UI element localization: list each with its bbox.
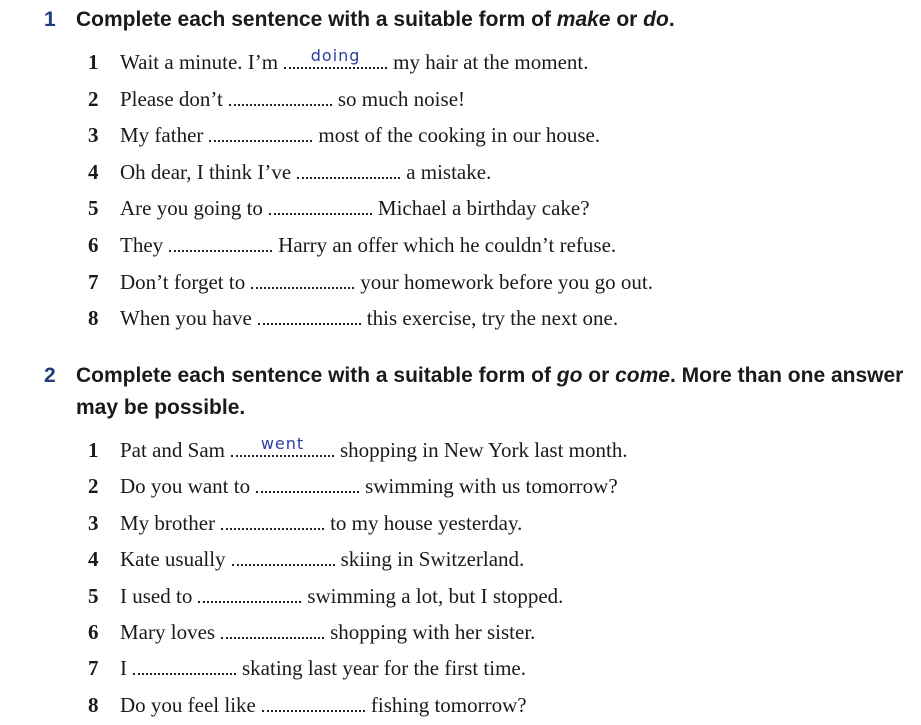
item-text-before: I bbox=[120, 656, 127, 681]
item-text-after: so much noise! bbox=[337, 86, 466, 111]
exercise-1-number: 1 bbox=[44, 8, 56, 31]
item-text-after: to my house yesterday. bbox=[330, 510, 523, 535]
exercise-1-heading bbox=[44, 4, 916, 36]
answer-blank[interactable] bbox=[284, 46, 387, 69]
answer-blank[interactable] bbox=[269, 195, 372, 215]
exercise2-item bbox=[88, 618, 535, 646]
answer-blank[interactable] bbox=[258, 305, 361, 325]
item-number: 7 bbox=[88, 269, 99, 294]
item-text-before: When you have bbox=[120, 306, 252, 331]
exercise2-item bbox=[88, 545, 524, 573]
item-number: 8 bbox=[88, 692, 99, 717]
exercise1-item bbox=[88, 158, 491, 186]
item-number: 4 bbox=[88, 159, 99, 184]
exercise2-item bbox=[88, 436, 628, 464]
exercise-2-title: Complete each sentence with a suitable form of go or come. More than one answer may be possible. bbox=[76, 364, 904, 419]
answer-blank[interactable] bbox=[209, 122, 312, 142]
item-text-after: this exercise, try the next one. bbox=[366, 306, 619, 331]
item-number: 7 bbox=[88, 656, 99, 681]
handwritten-answer: doing bbox=[310, 46, 361, 65]
item-number: 3 bbox=[88, 123, 99, 148]
item-text-before: Please don’t bbox=[120, 86, 223, 111]
exercise1-item bbox=[88, 231, 616, 259]
exercise2-item bbox=[88, 654, 526, 682]
answer-blank[interactable] bbox=[232, 546, 335, 566]
item-text-after: my hair at the moment. bbox=[393, 50, 589, 74]
exercise2-item bbox=[88, 472, 618, 500]
answer-blank[interactable] bbox=[133, 655, 236, 675]
exercise1-item bbox=[88, 268, 653, 296]
item-number: 6 bbox=[88, 233, 99, 257]
item-text-before: My brother bbox=[120, 510, 216, 535]
exercise2-item bbox=[88, 691, 527, 719]
item-text-after: a mistake. bbox=[406, 159, 492, 184]
item-number: 3 bbox=[88, 510, 99, 535]
exercise1-item bbox=[88, 121, 600, 149]
answer-blank[interactable] bbox=[256, 473, 359, 493]
item-text-before: Wait a minute. I’m bbox=[120, 50, 279, 74]
exercise1-item bbox=[88, 48, 588, 76]
item-text-after: shopping with her sister. bbox=[330, 620, 536, 644]
answer-blank[interactable] bbox=[229, 86, 332, 106]
answer-blank[interactable] bbox=[231, 434, 334, 457]
answer-blank[interactable] bbox=[262, 692, 365, 712]
item-text-before: My father bbox=[120, 123, 204, 148]
item-text-before: They bbox=[120, 233, 164, 257]
item-text-before: Oh dear, I think I’ve bbox=[120, 159, 292, 184]
exercise-1-title: Complete each sentence with a suitable form of make or do. bbox=[76, 8, 675, 31]
item-number: 4 bbox=[88, 547, 99, 572]
exercise-2-heading bbox=[44, 360, 916, 424]
exercise1-item bbox=[88, 304, 618, 332]
answer-blank[interactable] bbox=[251, 269, 354, 289]
item-number: 1 bbox=[88, 438, 99, 462]
exercise1-item bbox=[88, 85, 465, 113]
item-number: 5 bbox=[88, 583, 99, 608]
item-text-before: I used to bbox=[120, 583, 193, 608]
item-text-after: your homework before you go out. bbox=[360, 269, 653, 294]
exercise2-item bbox=[88, 509, 522, 537]
item-text-before: Don’t forget to bbox=[120, 269, 246, 294]
answer-blank[interactable] bbox=[221, 619, 324, 639]
exercise-2-number: 2 bbox=[44, 364, 56, 387]
item-text-after: skiing in Switzerland. bbox=[340, 547, 525, 572]
item-number: 8 bbox=[88, 306, 99, 331]
item-number: 1 bbox=[88, 50, 99, 74]
item-text-after: skating last year for the first time. bbox=[242, 656, 527, 681]
answer-blank[interactable] bbox=[198, 583, 301, 603]
answer-blank[interactable] bbox=[297, 159, 400, 179]
item-number: 5 bbox=[88, 196, 99, 221]
item-text-after: most of the cooking in our house. bbox=[318, 123, 601, 148]
item-text-before: Do you feel like bbox=[120, 692, 256, 717]
item-number: 6 bbox=[88, 620, 99, 644]
handwritten-answer: went bbox=[260, 434, 305, 453]
item-number: 2 bbox=[88, 86, 99, 111]
item-text-after: shopping in New York last month. bbox=[340, 438, 628, 462]
exercise2-item bbox=[88, 582, 563, 610]
item-text-after: swimming with us tomorrow? bbox=[365, 474, 618, 499]
exercise1-item bbox=[88, 194, 590, 222]
item-text-before: Pat and Sam bbox=[120, 438, 225, 462]
answer-blank[interactable] bbox=[169, 232, 272, 252]
item-text-before: Do you want to bbox=[120, 474, 251, 499]
item-text-before: Are you going to bbox=[120, 196, 263, 221]
answer-blank[interactable] bbox=[221, 510, 324, 530]
item-text-after: swimming a lot, but I stopped. bbox=[307, 583, 564, 608]
item-text-before: Kate usually bbox=[120, 547, 226, 572]
item-text-before: Mary loves bbox=[120, 620, 216, 644]
item-text-after: fishing tomorrow? bbox=[370, 692, 527, 717]
item-text-after: Harry an offer which he couldn’t refuse. bbox=[278, 233, 617, 257]
item-text-after: Michael a birthday cake? bbox=[377, 196, 590, 221]
item-number: 2 bbox=[88, 474, 99, 499]
